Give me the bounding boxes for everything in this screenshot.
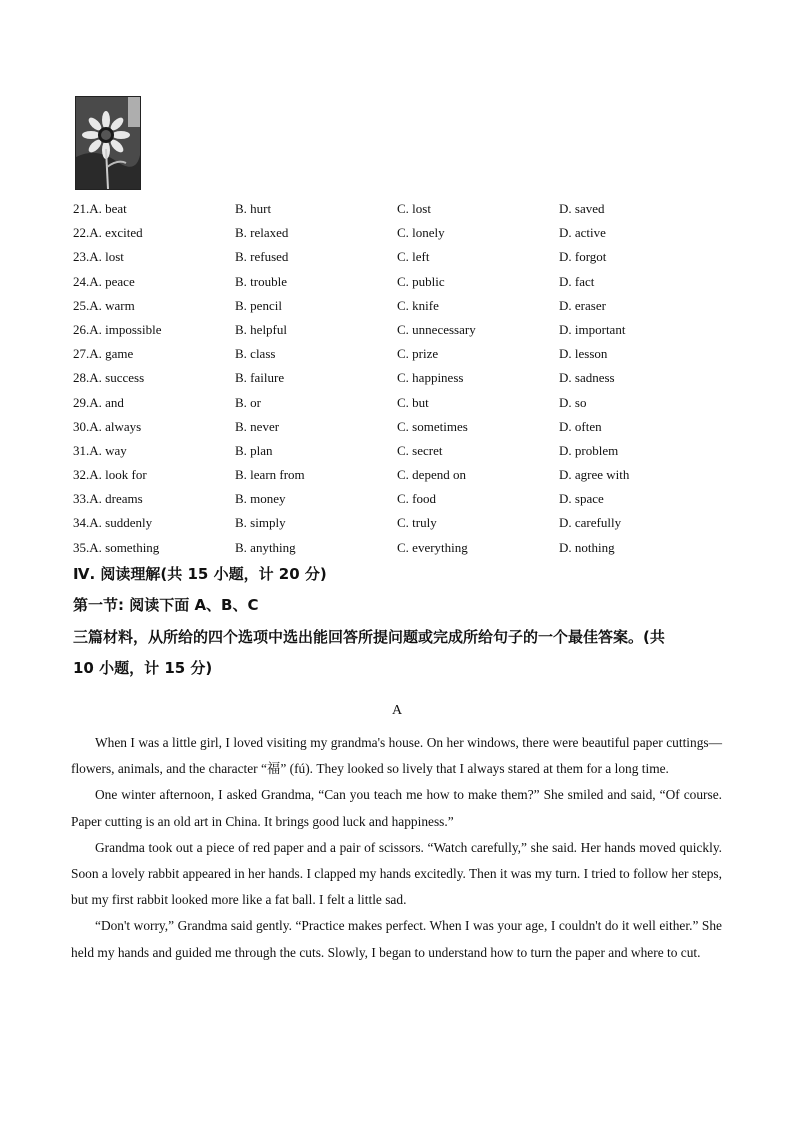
option-b: B. or: [235, 394, 261, 410]
passage-paragraph: When I was a little girl, I loved visiting my grandma's house. On her windows, there were beautiful paper cuttings—flowers, animals, and the character “福” (fú). They looked so lively that I always stared at them for a long time.: [71, 735, 722, 777]
question-number: 28.: [73, 370, 90, 386]
option-c: C. lost: [397, 201, 431, 216]
option-a: A. peace: [89, 273, 135, 289]
question-row: [73, 391, 733, 415]
question-row: [73, 487, 733, 511]
question-row: [73, 221, 733, 245]
option-d: D. carefully: [559, 515, 622, 531]
option-b: B. plan: [235, 442, 273, 458]
question-row: [73, 536, 733, 560]
option-a: A. and: [89, 394, 124, 410]
option-c: C. public: [397, 273, 445, 289]
option-c: C. knife: [397, 297, 439, 313]
passage-title: A: [391, 703, 403, 718]
question-number: 22.: [73, 225, 90, 241]
option-c: C. food: [397, 491, 436, 507]
question-number: 29.: [73, 394, 90, 410]
option-b: B. pencil: [235, 297, 282, 313]
option-a: A. success: [89, 370, 145, 386]
question-number: 21.: [73, 201, 90, 216]
question-row: [73, 318, 733, 342]
option-d: D. fact: [559, 273, 595, 289]
option-a: A. suddenly: [89, 515, 153, 531]
question-number: 32.: [73, 467, 90, 483]
option-c: C. prize: [397, 346, 439, 362]
question-row: [73, 197, 733, 221]
option-a: A. excited: [89, 225, 143, 241]
option-d: D. lesson: [559, 346, 608, 362]
option-c: C. left: [397, 249, 430, 265]
option-b: B. trouble: [235, 273, 287, 289]
option-d: D. nothing: [559, 539, 615, 555]
option-a: A. game: [89, 346, 134, 362]
question-row: [73, 270, 733, 294]
sunflower-photo: [75, 96, 141, 190]
passage-paragraph: Grandma took out a piece of red paper and a pair of scissors. “Watch carefully,” she said. Her hands moved quickly. Soon a lovely rabbit appeared in her hands. I clapped my hands excitedly. Then it was my turn. I tried to follow her steps, but my first rabbit looked more like a fat ball. I felt a little sad.: [71, 839, 722, 908]
option-d: D. often: [559, 418, 602, 434]
option-b: B. learn from: [235, 467, 305, 483]
question-row: [73, 439, 733, 463]
option-b: B. anything: [235, 539, 296, 555]
option-c: C. but: [397, 394, 429, 410]
question-row: [73, 245, 733, 269]
question-row: [73, 463, 733, 487]
option-c: C. secret: [397, 442, 443, 458]
question-number: 30.: [73, 418, 90, 434]
option-a: A. beat: [89, 201, 127, 216]
option-a: A. look for: [89, 467, 147, 483]
option-c: C. depend on: [397, 467, 466, 483]
option-a: A. warm: [89, 297, 135, 313]
option-c: C. lonely: [397, 225, 445, 241]
question-row: [73, 511, 733, 535]
option-c: C. happiness: [397, 370, 464, 386]
option-b: B. class: [235, 346, 276, 362]
question-number: 24.: [73, 273, 90, 289]
question-row: [73, 294, 733, 318]
question-number: 26.: [73, 321, 90, 337]
option-d: D. saved: [559, 201, 605, 216]
option-d: D. agree with: [559, 467, 630, 483]
option-b: B. failure: [235, 370, 285, 386]
question-number: 31.: [73, 442, 90, 458]
option-d: D. problem: [559, 442, 619, 458]
option-d: D. so: [559, 394, 587, 410]
question-row: [73, 366, 733, 390]
question-number: 34.: [73, 515, 90, 531]
option-d: D. active: [559, 225, 606, 241]
option-d: D. space: [559, 491, 604, 507]
option-c: C. truly: [397, 515, 437, 531]
option-a: A. impossible: [89, 321, 162, 337]
option-b: B. simply: [235, 515, 286, 531]
passage-body: [71, 730, 722, 966]
passage-paragraph: One winter afternoon, I asked Grandma, “Can you teach me how to make them?” She smiled and said, “Of course. Paper cutting is an old art in China. It brings good luck and happiness.”: [71, 787, 722, 829]
instruction-line-1: 三篇材料，从所给的四个选项中选出能回答所提问题或完成所给句子的一个最佳答案。(共: [73, 628, 665, 646]
option-a: A. always: [89, 418, 142, 434]
passage-paragraph: “Don't worry,” Grandma said gently. “Practice makes perfect. When I was your age, I couldn't do it well either.” She held my hands and guided me through the cuts. Slowly, I began to understand how to turn the paper and where to cut.: [71, 918, 722, 960]
option-d: D. eraser: [559, 297, 606, 313]
option-c: C. unnecessary: [397, 321, 476, 337]
option-b: B. refused: [235, 249, 289, 265]
option-d: D. important: [559, 321, 626, 337]
answer-options: [73, 197, 733, 560]
option-b: B. hurt: [235, 201, 272, 216]
question-number: 25.: [73, 297, 90, 313]
question-number: 33.: [73, 491, 90, 507]
option-c: C. sometimes: [397, 418, 468, 434]
question-number: 23.: [73, 249, 90, 265]
instruction-line-2: 10 小题，计 15 分): [73, 659, 213, 677]
option-c: C. everything: [397, 539, 468, 555]
option-b: B. money: [235, 491, 286, 507]
option-b: B. never: [235, 418, 280, 434]
option-a: A. dreams: [89, 491, 143, 507]
option-d: D. forgot: [559, 249, 607, 265]
option-a: A. way: [89, 442, 127, 458]
question-number: 27.: [73, 346, 90, 362]
question-number: 35.: [73, 539, 90, 555]
option-d: D. sadness: [559, 370, 615, 386]
question-row: [73, 342, 733, 366]
option-a: A. something: [89, 539, 160, 555]
section-heading: Ⅳ. 阅读理解(共 15 小题，计 20 分): [73, 565, 327, 583]
option-a: A. lost: [89, 249, 124, 265]
option-b: B. relaxed: [235, 225, 289, 241]
option-b: B. helpful: [235, 321, 287, 337]
section-subheading: 第一节: 阅读下面 A、B、C: [73, 596, 259, 614]
question-row: [73, 415, 733, 439]
